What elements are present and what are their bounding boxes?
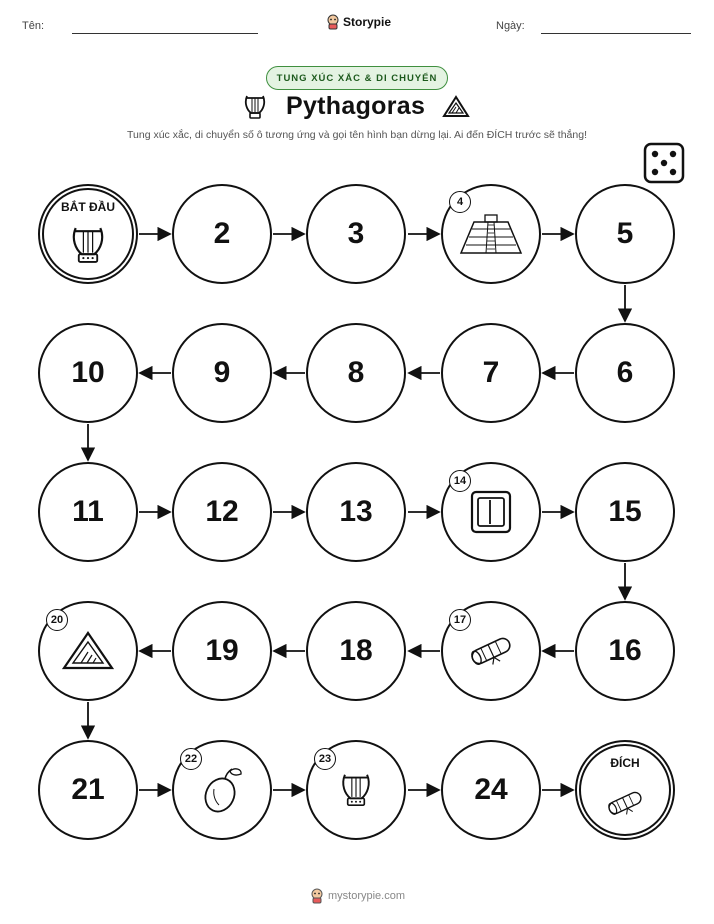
cell-13: [306, 462, 406, 562]
date-label: Ngày:: [496, 20, 525, 32]
cell-18: [306, 601, 406, 701]
cell-number: 3: [347, 217, 365, 250]
cell-start: [38, 184, 138, 284]
page-title: Pythagoras: [286, 92, 426, 120]
cell-number-badge: 17: [449, 609, 471, 631]
cell-number: 15: [608, 495, 642, 528]
triangle-icon: [61, 630, 115, 672]
scroll-icon: [465, 634, 517, 668]
cell-16: [575, 601, 675, 701]
footer-site[interactable]: mystorypie.com: [328, 890, 406, 902]
cell-number: 5: [616, 217, 634, 250]
cell-11: [38, 462, 138, 562]
instructions-text: Tung xúc xắc, di chuyển số ô tương ứng và gọi tên hình bạn dừng lại. Ai đến ĐÍCH trước sẽ thắng!: [126, 129, 587, 141]
cell-number: 6: [616, 356, 634, 389]
cell-number-badge: 23: [314, 748, 336, 770]
cell-6: [575, 323, 675, 423]
fruit-icon: [200, 765, 244, 815]
cell-19: [172, 601, 272, 701]
lyre-icon: [68, 223, 108, 267]
cell-10: [38, 323, 138, 423]
start-label: BẮT ĐẦU: [61, 200, 115, 214]
name-label: Tên:: [22, 20, 45, 32]
tablet-icon: [470, 490, 512, 534]
cell-number: 7: [482, 356, 500, 389]
pyramid-icon: [458, 212, 524, 256]
cell-number: 19: [205, 634, 239, 667]
cell-21: [38, 740, 138, 840]
cell-number: 11: [72, 495, 104, 528]
cell-number-badge: 14: [449, 470, 471, 492]
cell-number: 24: [474, 773, 508, 806]
cell-9: [172, 323, 272, 423]
cell-number: 21: [71, 773, 105, 806]
cell-number: 9: [213, 356, 231, 389]
brand-name: Storypie: [343, 15, 392, 29]
cell-finish: [575, 740, 675, 840]
cell-number-badge: 20: [46, 609, 68, 631]
cell-15: [575, 462, 675, 562]
cell-3: [306, 184, 406, 284]
cell-number-badge: 22: [180, 748, 202, 770]
footer: [310, 888, 405, 904]
cell-5: [575, 184, 675, 284]
game-type-label: TUNG XÚC XẮC & DI CHUYỂN: [276, 72, 438, 84]
cell-number: 2: [213, 217, 231, 250]
cell-number: 13: [339, 495, 373, 528]
cell-number: 10: [71, 356, 105, 389]
cell-number: 16: [608, 634, 642, 667]
cell-12: [172, 462, 272, 562]
cell-24: [441, 740, 541, 840]
cell-number: 18: [339, 634, 373, 667]
cell-number-badge: 4: [449, 191, 471, 213]
cell-number: 8: [347, 356, 365, 389]
lyre-icon: [338, 770, 374, 810]
cell-7: [441, 323, 541, 423]
scroll-icon: [603, 788, 647, 818]
cell-8: [306, 323, 406, 423]
finish-label: ĐÍCH: [610, 756, 640, 770]
cell-2: [172, 184, 272, 284]
mascot-icon: [310, 888, 324, 904]
cell-number: 12: [205, 495, 239, 528]
